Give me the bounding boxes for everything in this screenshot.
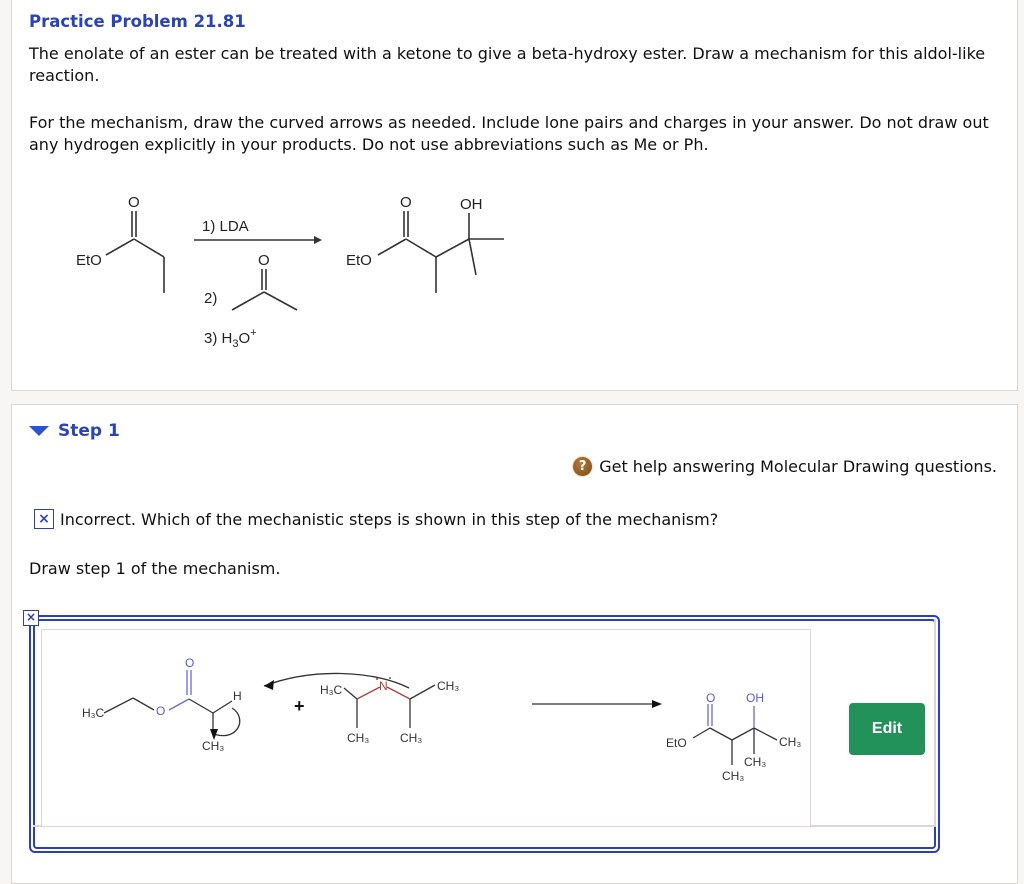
drawing-frame xyxy=(25,610,940,853)
lda-n: N xyxy=(379,679,388,693)
mechanism-drawing xyxy=(42,630,810,826)
alpha-h: H xyxy=(233,689,242,703)
drawing-canvas[interactable] xyxy=(41,629,811,827)
reactant-carbonyl-o: O xyxy=(128,194,140,211)
collapse-triangle-icon xyxy=(29,426,49,436)
product-ch3-right: CH₃ xyxy=(779,735,802,749)
n-lone-pair-dot xyxy=(376,678,378,680)
incorrect-x-icon: × xyxy=(34,509,54,529)
step-1-toggle[interactable] xyxy=(29,421,120,441)
help-link[interactable] xyxy=(573,457,997,476)
problem-panel xyxy=(11,0,1018,391)
remove-answer-x-icon[interactable]: × xyxy=(23,610,39,626)
feedback-message xyxy=(34,509,718,529)
product-eto-label: EtO xyxy=(346,252,372,269)
help-text: Get help answering Molecular Drawing questions. xyxy=(599,457,997,476)
product-eto: EtO xyxy=(666,736,687,750)
ketone-o: O xyxy=(258,252,270,269)
problem-instructions: For the mechanism, draw the curved arrows as needed. Include lone pairs and charges in your answer. Do not draw out any hydrogen explicitly in your products. Do not use abbreviations such as Me or Ph. xyxy=(29,113,989,154)
problem-title: Practice Problem 21.81 xyxy=(29,12,246,31)
ester-o: O xyxy=(156,704,166,718)
reagent-1: 1) LDA xyxy=(202,218,249,235)
product-carbonyl-o: O xyxy=(400,194,412,211)
plus-sign: + xyxy=(294,696,305,716)
reactant-eto-label: EtO xyxy=(76,252,102,269)
reagent-2: 2) xyxy=(204,290,218,307)
lda-ch3-right: CH₃ xyxy=(437,679,460,693)
ester-h3c: H₃C xyxy=(82,706,105,720)
product-oh: OH xyxy=(746,691,764,705)
reagent-3: 3) $H_3O^+$ xyxy=(204,327,257,350)
step-label: Step 1 xyxy=(58,421,120,441)
problem-intro: The enolate of an ester can be treated with a ketone to give a beta-hydroxy ester. Draw a mechanism for this aldol-like reaction. xyxy=(29,44,986,85)
step-panel xyxy=(11,404,1018,884)
lda-h3c: H₃C xyxy=(320,683,343,697)
n-charge-dot xyxy=(389,677,391,679)
alpha-ch3: CH₃ xyxy=(202,739,225,753)
help-question-icon: ? xyxy=(573,457,592,476)
product-oh: OH xyxy=(460,196,483,213)
product-ch3-low: CH₃ xyxy=(722,769,745,783)
ester-carbonyl-o: O xyxy=(185,656,195,670)
reaction-scheme xyxy=(52,179,512,369)
edit-button[interactable]: Edit xyxy=(849,703,925,755)
product-carbonyl-o: O xyxy=(706,691,716,705)
feedback-text: Incorrect. Which of the mechanistic steps is shown in this step of the mechanism? xyxy=(60,509,719,529)
lda-ch3-bottom-left: CH₃ xyxy=(347,731,370,745)
product-ch3-mid: CH₃ xyxy=(744,755,767,769)
lda-ch3-bottom-right: CH₃ xyxy=(400,731,423,745)
draw-prompt: Draw step 1 of the mechanism. xyxy=(29,559,281,578)
